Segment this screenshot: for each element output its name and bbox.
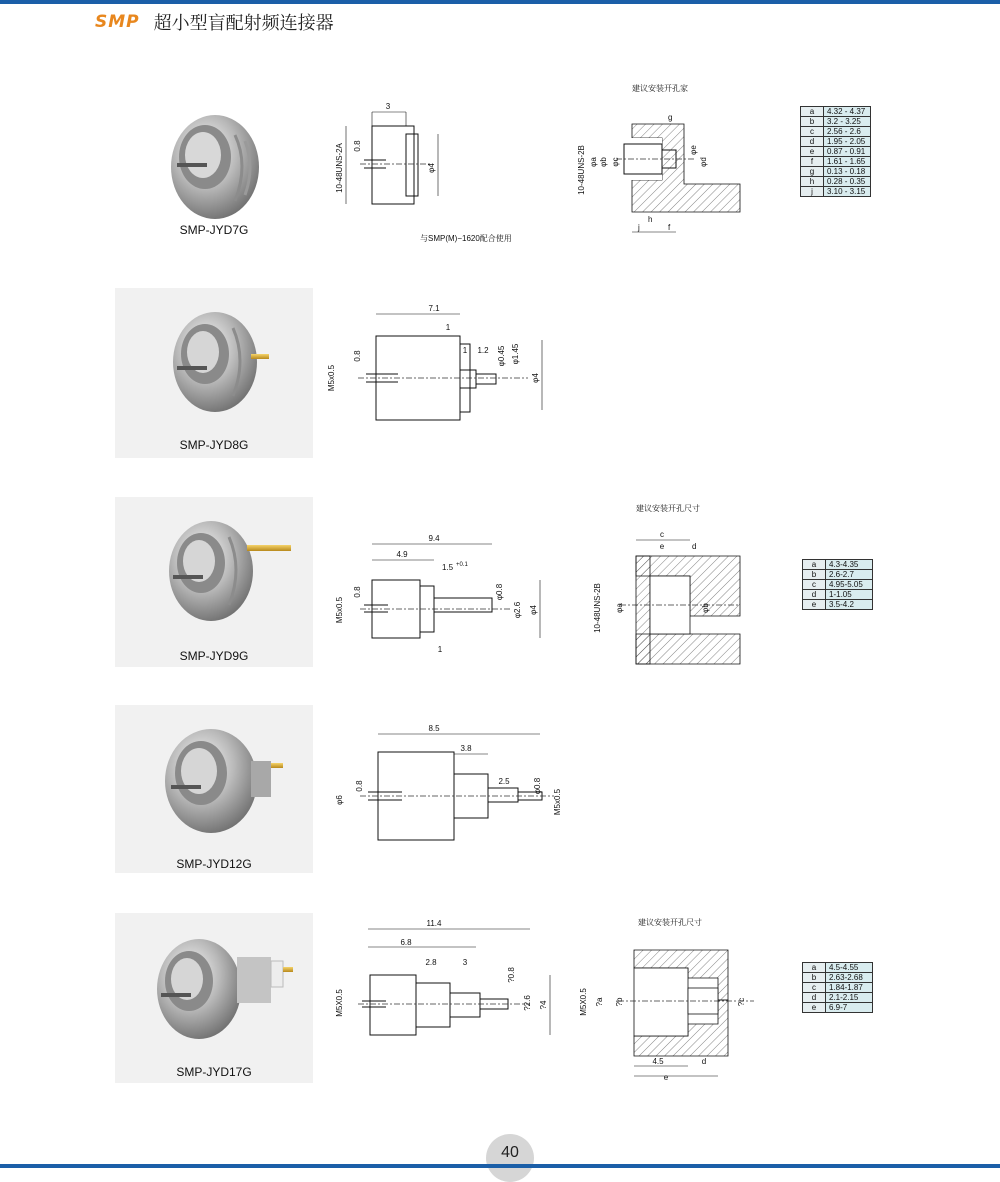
dim-d3: 1.2 bbox=[477, 346, 489, 355]
spec-table-jyd17g bbox=[802, 962, 873, 1013]
dim-slot: 0.8 bbox=[353, 140, 362, 152]
mount-title: 建议安装开孔家 bbox=[632, 84, 688, 93]
dim-pin: φ0.8 bbox=[533, 777, 542, 795]
mount-thread: 10-48UNS-2B bbox=[593, 583, 602, 633]
table-row: e 6.9-7 bbox=[803, 1003, 873, 1013]
product-photo-jyd9g bbox=[115, 497, 313, 667]
connector-image bbox=[115, 288, 313, 458]
dim-dia: φ4 bbox=[529, 605, 538, 615]
dimension-drawing-jyd7g bbox=[330, 98, 450, 223]
table-row: j 3.10 - 3.15 bbox=[801, 187, 871, 197]
dim-ins: φ2.6 bbox=[513, 601, 522, 619]
dim-thread: M5X0.5 bbox=[335, 989, 344, 1017]
page-number: 40 bbox=[486, 1134, 534, 1182]
dim-slot: 0.8 bbox=[353, 586, 362, 598]
table-row: c 1.84-1.87 bbox=[803, 983, 873, 993]
bottom-rule bbox=[0, 1164, 1000, 1168]
connector-image bbox=[115, 497, 313, 667]
model-label: SMP-JYD8G bbox=[179, 438, 249, 452]
mount-b: φb bbox=[599, 157, 608, 167]
product-photo-jyd12g bbox=[115, 705, 313, 873]
table-row: a 4.32 - 4.37 bbox=[801, 107, 871, 117]
dim-bottom: 1 bbox=[437, 645, 443, 654]
dim-length: 9.4 bbox=[428, 534, 440, 543]
dim-ins: φ1.45 bbox=[511, 343, 520, 365]
mount-c: φc bbox=[611, 157, 620, 167]
page-title: 超小型盲配射频连接器 bbox=[153, 13, 334, 34]
model-label: SMP-JYD9G bbox=[179, 649, 249, 663]
dim-body: 4.9 bbox=[396, 550, 408, 559]
dimension-drawing-jyd9g bbox=[330, 530, 550, 665]
product-photo-jyd7g bbox=[115, 95, 313, 245]
dim-pin: ?0.8 bbox=[507, 967, 516, 983]
dim-length: 8.5 bbox=[428, 724, 440, 733]
spec-table-jyd7g bbox=[800, 106, 871, 197]
mount-b: φb bbox=[701, 603, 710, 613]
mount-title: 建议安装开孔尺寸 bbox=[638, 918, 702, 927]
top-rule bbox=[0, 0, 1000, 4]
mount-b: ?b bbox=[615, 997, 624, 1007]
brand-label: SMP bbox=[95, 12, 140, 32]
mount-a: ?a bbox=[595, 997, 604, 1007]
page-header bbox=[95, 8, 334, 36]
dim-m2: 3 bbox=[462, 958, 468, 967]
mount-g: g bbox=[668, 113, 673, 122]
dim-body: 6.8 bbox=[400, 938, 412, 947]
dim-length: 11.4 bbox=[426, 919, 442, 928]
dimension-drawing-jyd12g bbox=[330, 722, 570, 857]
mount-h: h bbox=[648, 215, 653, 224]
dimension-drawing-jyd8g bbox=[328, 300, 558, 435]
dim-dia: φ6 bbox=[335, 795, 344, 805]
dim-length: 7.1 bbox=[428, 304, 440, 313]
dim-thread: M5x0.5 bbox=[553, 788, 562, 816]
table-row: d 2.1-2.15 bbox=[803, 993, 873, 1003]
table-row: a 4.5-4.55 bbox=[803, 963, 873, 973]
mount-title: 建议安装开孔尺寸 bbox=[636, 504, 700, 513]
model-label: SMP-JYD17G bbox=[176, 1065, 252, 1079]
dim-d2: 1 bbox=[462, 346, 468, 355]
table-row: f 1.61 - 1.65 bbox=[801, 157, 871, 167]
table-row: b 2.63-2.68 bbox=[803, 973, 873, 983]
mount-a: φa bbox=[589, 157, 598, 167]
product-photo-jyd17g bbox=[115, 913, 313, 1083]
dim-d1: 1 bbox=[445, 323, 451, 332]
dim-length: 3 bbox=[385, 102, 391, 111]
dim-thread: M5x0.5 bbox=[327, 364, 336, 392]
mount-thread: M5X0.5 bbox=[579, 988, 588, 1016]
table-row: d 1.95 - 2.05 bbox=[801, 137, 871, 147]
dim-dia: φ4 bbox=[427, 163, 436, 173]
dim-slot: 0.8 bbox=[355, 780, 364, 792]
mount-depth: 4.5 bbox=[652, 1057, 664, 1066]
mating-note: 与SMP(M)−1620配合使用 bbox=[420, 234, 512, 243]
dim-tail: 1.5 bbox=[442, 563, 454, 572]
connector-image bbox=[115, 913, 313, 1083]
model-label: SMP-JYD7G bbox=[179, 223, 249, 237]
table-row: b 2.6-2.7 bbox=[803, 570, 873, 580]
mount-e: φe bbox=[689, 145, 698, 155]
mount-c: c bbox=[660, 530, 664, 539]
table-row: c 4.95-5.05 bbox=[803, 580, 873, 590]
table-row: h 0.28 - 0.35 bbox=[801, 177, 871, 187]
dim-dia: φ4 bbox=[531, 373, 540, 383]
table-row: a 4.3-4.35 bbox=[803, 560, 873, 570]
mount-a: φa bbox=[615, 603, 624, 613]
spec-table-jyd9g bbox=[802, 559, 873, 610]
dim-thread: 10-48UNS-2A bbox=[335, 143, 344, 193]
product-photo-jyd8g bbox=[115, 288, 313, 458]
dim-tol: +0.1 bbox=[456, 562, 468, 568]
mount-drawing-jyd9g bbox=[590, 516, 750, 671]
mount-thread: 10-48UNS-2B bbox=[577, 145, 586, 195]
mount-e: e bbox=[659, 542, 665, 551]
dim-rear: 3.8 bbox=[460, 744, 472, 753]
mount-e: e bbox=[663, 1073, 669, 1082]
model-label: SMP-JYD12G bbox=[176, 857, 252, 871]
table-row: e 0.87 - 0.91 bbox=[801, 147, 871, 157]
mount-j: j bbox=[638, 223, 640, 232]
mount-d: d bbox=[701, 1057, 707, 1066]
mount-drawing-jyd7g bbox=[576, 100, 746, 245]
table-row: e 3.5-4.2 bbox=[803, 600, 873, 610]
dim-pin: φ0.8 bbox=[495, 583, 504, 601]
dimension-drawing-jyd17g bbox=[330, 915, 560, 1050]
dim-ins: ?2.6 bbox=[523, 995, 532, 1011]
table-row: b 3.2 - 3.25 bbox=[801, 117, 871, 127]
mount-d: φd bbox=[699, 157, 708, 167]
dim-pin: φ0.45 bbox=[497, 345, 506, 367]
mount-f: f bbox=[668, 223, 671, 232]
connector-image bbox=[115, 705, 313, 873]
dim-dia: ?4 bbox=[539, 1000, 548, 1010]
table-row: g 0.13 - 0.18 bbox=[801, 167, 871, 177]
mount-d: d bbox=[692, 542, 697, 551]
mount-drawing-jyd17g bbox=[578, 930, 768, 1085]
table-row: d 1-1.05 bbox=[803, 590, 873, 600]
dim-slot: 0.8 bbox=[353, 350, 362, 362]
dim-thread: M5x0.5 bbox=[335, 596, 344, 624]
mount-c: ?c bbox=[737, 997, 746, 1007]
dim-pin-len: 2.5 bbox=[498, 777, 510, 786]
table-row: c 2.56 - 2.6 bbox=[801, 127, 871, 137]
dim-m1: 2.8 bbox=[425, 958, 437, 967]
